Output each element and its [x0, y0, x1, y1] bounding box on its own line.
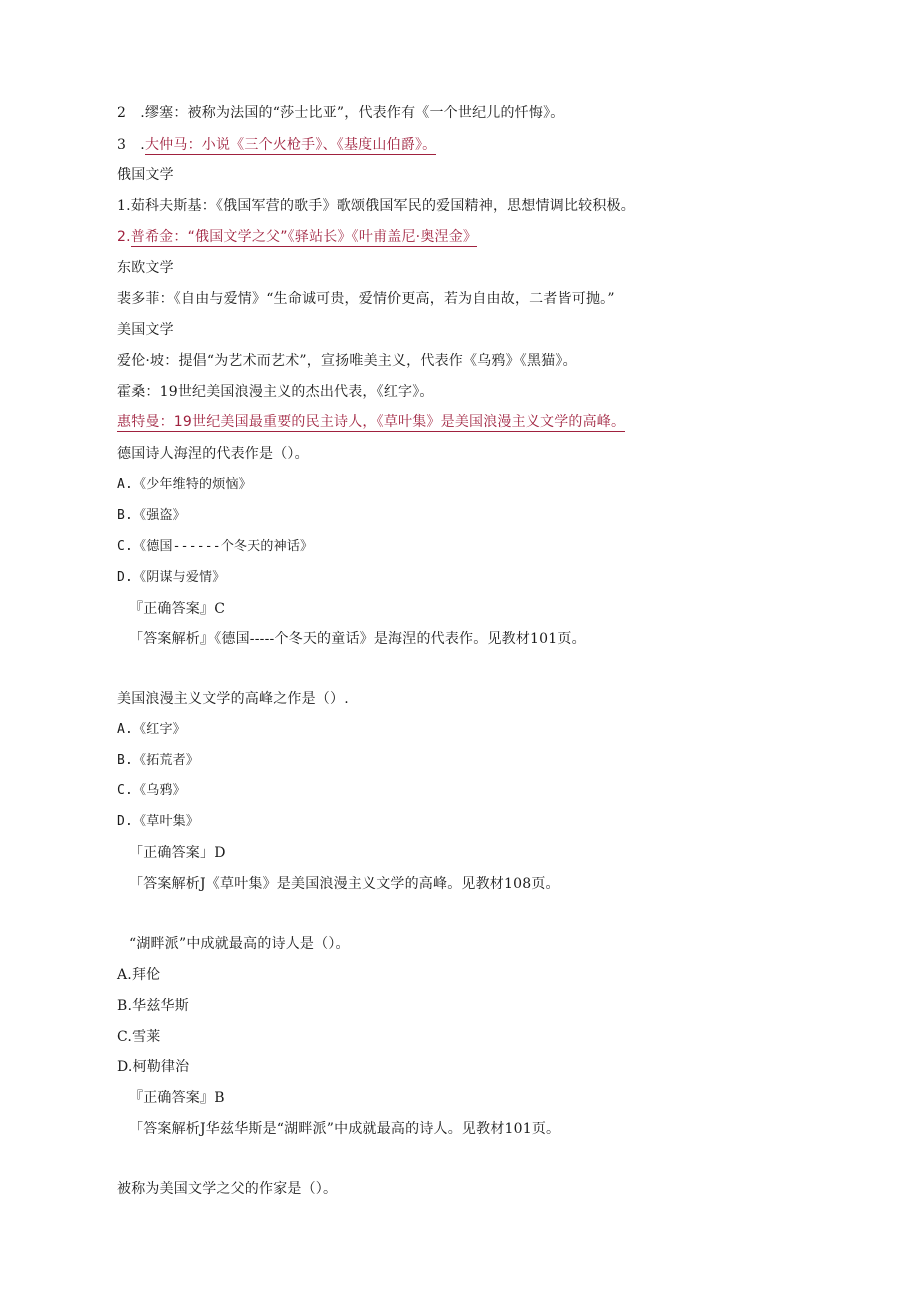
pushkin-text: 普希金：“俄国文学之父”《驿站长》《叶甫盖尼·奥涅金》	[130, 229, 478, 245]
text-line-whitman	[117, 413, 625, 431]
option-c: C.《乌鸦》	[117, 783, 186, 798]
text-line-dumas	[117, 136, 436, 154]
option-d: D.《草叶集》	[117, 814, 200, 829]
option-b: B.《强盗》	[117, 508, 186, 523]
section-heading-american: 美国文学	[117, 322, 174, 338]
option-a: A.《少年维特的烦恼》	[117, 477, 252, 492]
highlighted-text	[117, 414, 625, 432]
answer-explanation: 「答案解析J《草叶集》是美国浪漫主义文学的高峰。见教材108页。	[129, 876, 560, 892]
highlighted-text	[131, 229, 477, 247]
option-c: C.《德国------个冬天的神话》	[117, 539, 314, 554]
text-line-zhukovsky: 1.茹科夫斯基：《俄国军营的歌手》歌颂俄国军民的爱国精神，思想情调比较积极。	[117, 198, 635, 214]
question-lake-poets: “湖畔派”中成就最高的诗人是（）。	[129, 936, 350, 952]
section-heading-east-europe: 东欧文学	[117, 260, 174, 276]
text-line-poe: 爱伦·坡：提倡“为艺术而艺术”，宣扬唯美主义，代表作《乌鸦》《黑猫》。	[117, 353, 577, 369]
option-b: B.《拓荒者》	[117, 753, 200, 768]
list-number: 3 .	[117, 137, 145, 153]
correct-answer: 『正确答案』C	[129, 601, 226, 617]
correct-answer: 「正确答案」D	[129, 845, 226, 861]
dumas-text: 大仲马：小说《三个火枪手》、《基度山伯爵》。	[144, 137, 437, 153]
correct-answer: 『正确答案』B	[129, 1090, 225, 1106]
question-father-american-literature: 被称为美国文学之父的作家是（）。	[117, 1181, 338, 1197]
question-american-romanticism: 美国浪漫主义文学的高峰之作是（）.	[117, 691, 349, 707]
option-c: C.雪莱	[117, 1029, 161, 1045]
question-heine: 德国诗人海涅的代表作是（）。	[117, 446, 309, 462]
text-line-musset: 2 .缪塞：被称为法国的“莎士比亚”，代表作有《一个世纪儿的忏悔》。	[117, 105, 565, 121]
option-d: D.《阴谋与爱情》	[117, 570, 226, 585]
text-line-pushkin	[117, 228, 477, 246]
highlighted-text	[145, 137, 436, 155]
text-line-petofi: 裴多菲：《自由与爱情》“生命诚可贵，爱情价更高，若为自由故，二者皆可抛。”	[117, 291, 615, 307]
option-d: D.柯勒律治	[117, 1059, 190, 1075]
section-heading-russian: 俄国文学	[117, 167, 174, 183]
answer-explanation: 「答案解析』《德国-----个冬天的童话》是海涅的代表作。见教材101页。	[129, 631, 586, 647]
answer-explanation: 「答案解析J华兹华斯是“湖畔派”中成就最高的诗人。见教材101页。	[129, 1121, 561, 1137]
option-a: A.拜伦	[117, 967, 161, 983]
option-b: B.华兹华斯	[117, 998, 189, 1014]
text-line-hawthorne: 霍桑：19世纪美国浪漫主义的杰出代表，《红字》。	[117, 384, 434, 400]
option-a: A.《红字》	[117, 722, 186, 737]
whitman-text: 惠特曼：19世纪美国最重要的民主诗人，《草叶集》是美国浪漫主义文学的高峰。	[117, 414, 626, 430]
list-number: 2.	[117, 229, 131, 245]
